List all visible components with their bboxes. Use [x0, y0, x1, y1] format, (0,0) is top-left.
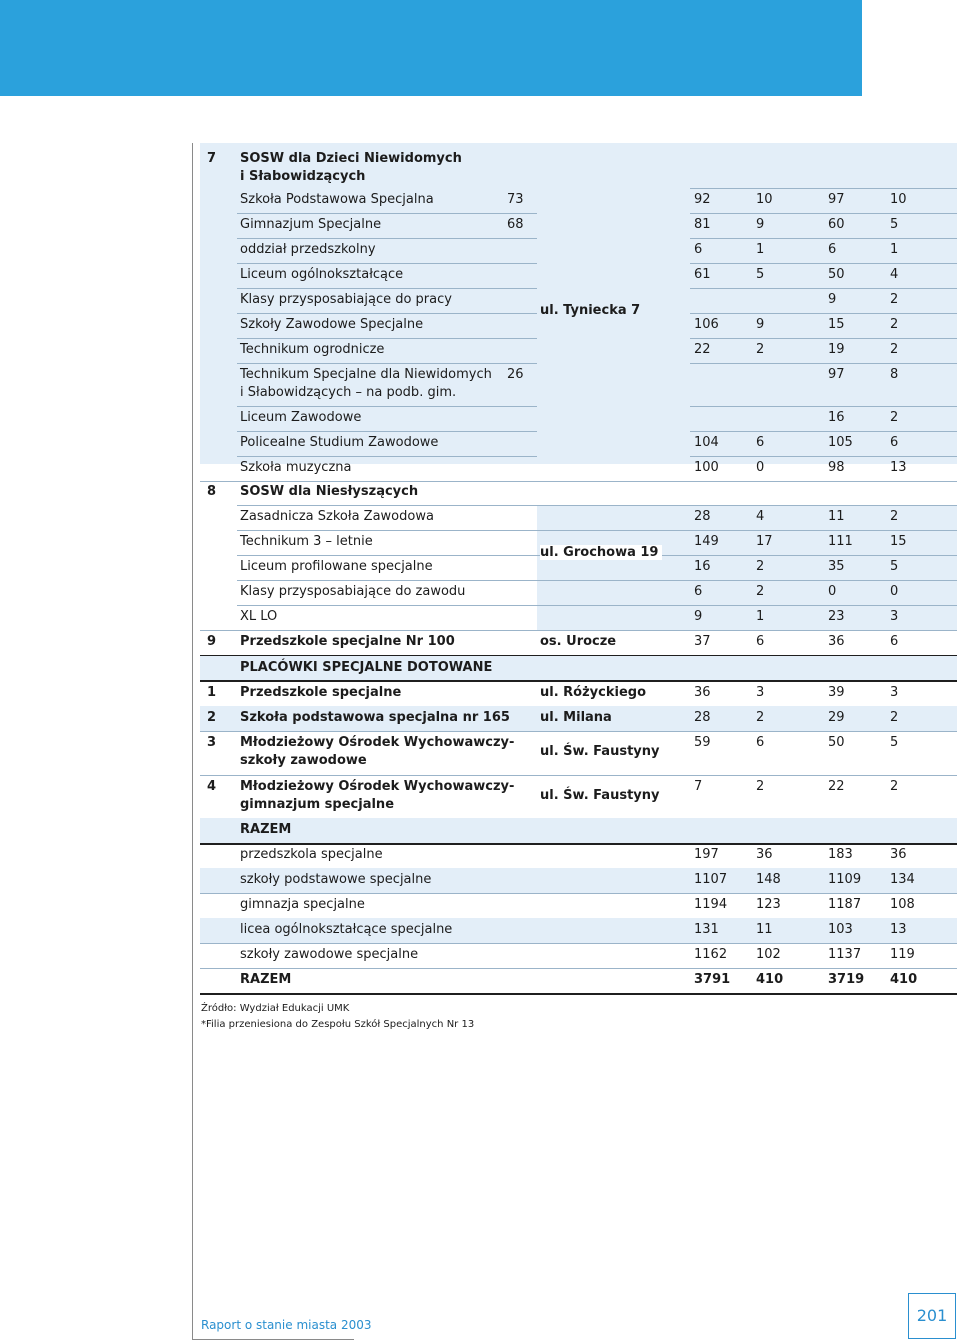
table-row	[200, 968, 956, 992]
value-col-4: 36	[890, 847, 907, 862]
value-col-3: 11	[828, 509, 845, 524]
value-col-1: 16	[694, 559, 711, 574]
value-col-4: 2	[890, 710, 899, 725]
value-col-3: 29	[828, 710, 845, 725]
row-label: Szkoły Zawodowe Specjalne	[240, 317, 424, 332]
row-label: Przedszkole specjalne	[240, 685, 402, 700]
value-col-4: 13	[890, 922, 907, 937]
value-col-2: 9	[756, 217, 765, 232]
table-row	[200, 843, 956, 867]
footer-rule	[192, 1339, 354, 1340]
value-col-2: 3	[756, 685, 765, 700]
row-divider	[237, 431, 537, 432]
table-row	[200, 893, 956, 917]
value-col-1: 61	[694, 267, 711, 282]
value-col-3: 6	[828, 242, 837, 257]
table-row	[200, 630, 956, 654]
row-label: Gimnazjum Specjalne	[240, 217, 382, 232]
row-divider	[237, 263, 537, 264]
table-row	[200, 868, 956, 892]
row-label: Policealne Studium Zawodowe	[240, 435, 439, 450]
table-row	[200, 918, 956, 942]
row-divider	[237, 456, 537, 457]
value-col-2: 11	[756, 922, 773, 937]
address-grochowa: ul. Grochowa 19	[540, 545, 662, 560]
value-col-2: 2	[756, 342, 765, 357]
row-divider	[237, 313, 537, 314]
table-row	[200, 263, 956, 287]
row-number: 4	[207, 779, 217, 794]
source-note: Źródło: Wydział Edukacji UMK	[201, 1003, 350, 1014]
value-col-1: 7	[694, 779, 703, 794]
row-divider	[200, 993, 957, 995]
row-label: Zasadnicza Szkoła Zawodowa	[240, 509, 434, 524]
value-col-4: 4	[890, 267, 899, 282]
table-row	[200, 731, 956, 773]
row-label-line2: gimnazjum specjalne	[240, 797, 395, 812]
value-col-3: 22	[828, 779, 845, 794]
value-col-4: 2	[890, 779, 899, 794]
table-row	[200, 505, 956, 529]
value-col-1: 106	[694, 317, 719, 332]
filia-note: *Filia przeniesiona do Zespołu Szkół Specjalnych Nr 13	[201, 1019, 475, 1030]
row-label: Szkoła Podstawowa Specjalna	[240, 192, 434, 207]
value-col-1: 149	[694, 534, 719, 549]
table-row	[200, 656, 956, 680]
value-col-4: 2	[890, 342, 899, 357]
value-col-1: 197	[694, 847, 719, 862]
value-col-4: 5	[890, 735, 899, 750]
value-col-1: 6	[694, 242, 703, 257]
value-col-2: 9	[756, 317, 765, 332]
table-row	[200, 238, 956, 262]
row-divider	[690, 238, 957, 239]
address: os. Urocze	[540, 634, 617, 649]
value-col-1: 6	[694, 584, 703, 599]
value-col-3: 39	[828, 685, 845, 700]
value-col-4: 119	[890, 947, 915, 962]
row-label: Młodzieżowy Ośrodek Wychowawczy-	[240, 779, 515, 794]
address: ul. Różyckiego	[540, 685, 647, 700]
row-divider	[690, 406, 957, 407]
value-col-3: 183	[828, 847, 853, 862]
row-divider	[237, 505, 957, 506]
value-col-4: 134	[890, 872, 915, 887]
value-col-3: 1137	[828, 947, 862, 962]
value-col-2: 123	[756, 897, 781, 912]
value-col-4: 15	[890, 534, 907, 549]
table-row	[200, 188, 956, 212]
value-col-3: 1187	[828, 897, 862, 912]
row-divider	[690, 431, 957, 432]
value-col-2: 6	[756, 435, 765, 450]
value-col-3: 50	[828, 267, 845, 282]
value-col-1: 36	[694, 685, 711, 700]
row-divider	[690, 313, 957, 314]
table-row	[200, 456, 956, 480]
value-col-3: 0	[828, 584, 837, 599]
row-divider	[690, 188, 957, 189]
value-col-1: 37	[694, 634, 711, 649]
value-col-3: 1109	[828, 872, 862, 887]
value-col-2: 6	[756, 735, 765, 750]
address-tyniecka: ul. Tyniecka 7	[540, 303, 641, 318]
value-col-3: 103	[828, 922, 853, 937]
value-col-1: 9	[694, 609, 703, 624]
value-col-2: 10	[756, 192, 773, 207]
value-col-3: 97	[828, 192, 845, 207]
count-col: 68	[507, 217, 524, 232]
value-col-1: 100	[694, 460, 719, 475]
row-label: szkoły podstawowe specjalne	[240, 872, 432, 887]
value-col-3: 97	[828, 367, 845, 382]
value-col-4: 3	[890, 685, 899, 700]
row-label: oddział przedszkolny	[240, 242, 376, 257]
table-row	[200, 681, 956, 705]
address: ul. Św. Faustyny	[540, 744, 660, 759]
value-col-1: 81	[694, 217, 711, 232]
row-number: 3	[207, 735, 217, 750]
row-divider	[237, 406, 537, 407]
count-col: 26	[507, 367, 524, 382]
total-label: RAZEM	[240, 972, 292, 987]
value-col-3: 16	[828, 410, 845, 425]
table-row	[200, 363, 956, 405]
section-name: SOSW dla Dzieci Niewidomych	[240, 151, 462, 166]
row-divider	[237, 605, 957, 606]
value-col-1: 22	[694, 342, 711, 357]
row-label: Klasy przysposabiające do pracy	[240, 292, 452, 307]
dotowane-header: PLACÓWKI SPECJALNE DOTOWANE	[240, 660, 493, 675]
value-col-2: 2	[756, 710, 765, 725]
row-label: gimnazja specjalne	[240, 897, 365, 912]
value-col-3: 23	[828, 609, 845, 624]
value-col-2: 6	[756, 634, 765, 649]
value-col-3: 98	[828, 460, 845, 475]
value-col-1: 3791	[694, 972, 731, 987]
row-label: Technikum 3 – letnie	[240, 534, 373, 549]
value-col-1: 131	[694, 922, 719, 937]
row-divider	[237, 213, 537, 214]
row-divider	[237, 580, 957, 581]
row-divider	[237, 530, 957, 531]
value-col-3: 50	[828, 735, 845, 750]
value-col-4: 13	[890, 460, 907, 475]
section-name: Przedszkole specjalne Nr 100	[240, 634, 455, 649]
section-name: SOSW dla Niesłyszących	[240, 484, 419, 499]
value-col-1: 92	[694, 192, 711, 207]
table-row	[200, 431, 956, 455]
value-col-3: 36	[828, 634, 845, 649]
address: ul. Milana	[540, 710, 612, 725]
value-col-1: 104	[694, 435, 719, 450]
value-col-3: 105	[828, 435, 853, 450]
row-divider	[690, 263, 957, 264]
razem-header: RAZEM	[240, 822, 292, 837]
value-col-4: 5	[890, 559, 899, 574]
section-name-line2: i Słabowidzących	[240, 169, 366, 184]
row-divider	[237, 238, 537, 239]
value-col-3: 15	[828, 317, 845, 332]
row-label: Szkoła podstawowa specjalna nr 165	[240, 710, 510, 725]
value-col-3: 9	[828, 292, 837, 307]
row-label: Młodzieżowy Ośrodek Wychowawczy-	[240, 735, 515, 750]
value-col-1: 28	[694, 509, 711, 524]
value-col-4: 410	[890, 972, 918, 987]
value-col-2: 102	[756, 947, 781, 962]
value-col-3: 35	[828, 559, 845, 574]
row-divider	[690, 213, 957, 214]
row-label: przedszkola specjalne	[240, 847, 383, 862]
row-divider	[237, 363, 537, 364]
value-col-1: 1107	[694, 872, 728, 887]
table-row	[200, 147, 956, 189]
section-number: 8	[207, 484, 217, 499]
value-col-2: 17	[756, 534, 773, 549]
table-row	[200, 338, 956, 362]
row-divider	[237, 338, 537, 339]
value-col-4: 10	[890, 192, 907, 207]
value-col-4: 2	[890, 317, 899, 332]
value-col-3: 19	[828, 342, 845, 357]
row-label: licea ogólnokształcące specjalne	[240, 922, 453, 937]
row-divider	[690, 456, 957, 457]
report-title: Raport o stanie miasta 2003	[201, 1318, 372, 1332]
value-col-2: 4	[756, 509, 765, 524]
page-number: 201	[908, 1293, 956, 1339]
table-row	[200, 818, 956, 842]
section-number: 9	[207, 634, 217, 649]
row-label: Technikum Specjalne dla Niewidomych	[240, 367, 492, 382]
address: ul. Św. Faustyny	[540, 788, 660, 803]
table-row	[200, 580, 956, 604]
row-label: Klasy przysposabiające do zawodu	[240, 584, 466, 599]
value-col-4: 1	[890, 242, 899, 257]
value-col-4: 0	[890, 584, 899, 599]
row-divider	[237, 288, 537, 289]
row-label: Szkoła muzyczna	[240, 460, 352, 475]
row-label: szkoły zawodowe specjalne	[240, 947, 419, 962]
value-col-2: 2	[756, 584, 765, 599]
row-label: Liceum Zawodowe	[240, 410, 362, 425]
value-col-3: 3719	[828, 972, 865, 987]
table-row	[200, 706, 956, 730]
value-col-4: 6	[890, 634, 899, 649]
row-label: XL LO	[240, 609, 278, 624]
row-divider	[690, 338, 957, 339]
row-label-line2: i Słabowidzących – na podb. gim.	[240, 385, 457, 400]
value-col-1: 1162	[694, 947, 728, 962]
value-col-4: 3	[890, 609, 899, 624]
value-col-2: 0	[756, 460, 765, 475]
value-col-2: 2	[756, 779, 765, 794]
value-col-3: 60	[828, 217, 845, 232]
value-col-1: 1194	[694, 897, 728, 912]
table-row	[200, 480, 956, 504]
value-col-4: 2	[890, 410, 899, 425]
value-col-4: 2	[890, 509, 899, 524]
value-col-2: 5	[756, 267, 765, 282]
value-col-2: 2	[756, 559, 765, 574]
row-number: 1	[207, 685, 217, 700]
value-col-3: 111	[828, 534, 853, 549]
value-col-2: 36	[756, 847, 773, 862]
table-row	[200, 775, 956, 817]
row-label: Liceum ogólnokształcące	[240, 267, 404, 282]
value-col-4: 5	[890, 217, 899, 232]
value-col-4: 108	[890, 897, 915, 912]
table-row	[200, 943, 956, 967]
row-label: Liceum profilowane specjalne	[240, 559, 433, 574]
section-number: 7	[207, 151, 217, 166]
value-col-1: 59	[694, 735, 711, 750]
count-col: 73	[507, 192, 524, 207]
left-margin-rule	[192, 143, 193, 1340]
table-row	[200, 406, 956, 430]
value-col-4: 6	[890, 435, 899, 450]
value-col-2: 1	[756, 609, 765, 624]
row-label: Technikum ogrodnicze	[240, 342, 385, 357]
value-col-1: 28	[694, 710, 711, 725]
row-number: 2	[207, 710, 217, 725]
table-row	[200, 213, 956, 237]
value-col-2: 1	[756, 242, 765, 257]
value-col-4: 2	[890, 292, 899, 307]
value-col-4: 8	[890, 367, 899, 382]
table-row	[200, 605, 956, 629]
row-divider	[690, 363, 957, 364]
row-label-line2: szkoły zawodowe	[240, 753, 367, 768]
row-divider	[690, 288, 957, 289]
value-col-2: 148	[756, 872, 781, 887]
value-col-2: 410	[756, 972, 784, 987]
top-color-band	[0, 0, 862, 96]
